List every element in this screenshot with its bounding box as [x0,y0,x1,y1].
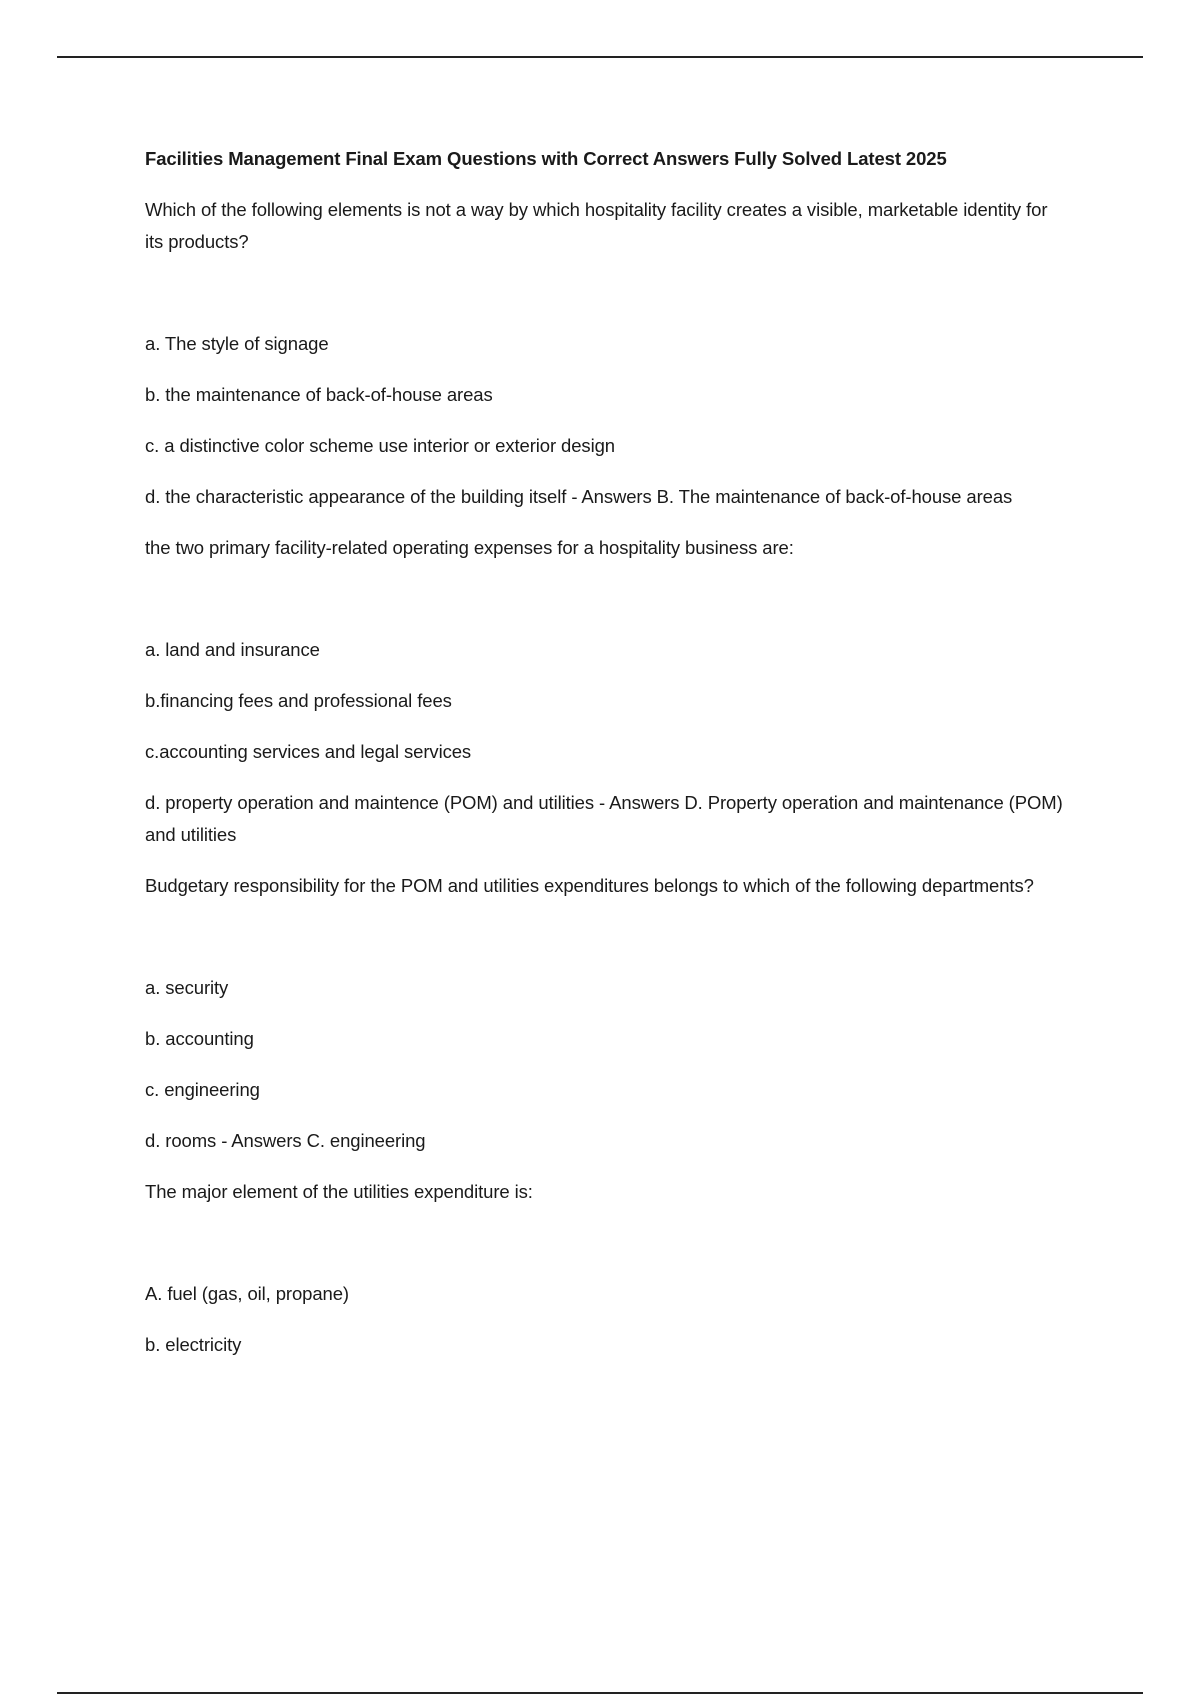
question-1-option-b: b. the maintenance of back-of-house areas [145,384,493,405]
question-1-prompt: Which of the following elements is not a way by which hospitality facility creates a visible, marketable identity for its products? [145,199,1048,252]
question-4-option-a: A. fuel (gas, oil, propane) [145,1283,349,1304]
question-2-option-b: b.financing fees and professional fees [145,690,452,711]
question-2-option-a: a. land and insurance [145,639,320,660]
document-title: Facilities Management Final Exam Questions with Correct Answers Fully Solved Latest 2025 [145,148,947,169]
question-3-option-a: a. security [145,977,229,998]
question-2-prompt: the two primary facility-related operating expenses for a hospitality business are: [145,537,794,558]
footer-rule [57,1692,1143,1694]
question-1-option-c: c. a distinctive color scheme use interior or exterior design [145,435,615,456]
question-2-option-c: c.accounting services and legal services [145,741,472,762]
question-2-option-d: d. property operation and maintence (POM) and utilities - Answers D. Property operation and maintenance (POM) and utilities [145,792,1063,845]
document-body [145,144,1065,1380]
question-4-prompt: The major element of the utilities expenditure is: [145,1181,533,1202]
header-rule [57,56,1143,58]
question-1-option-a: a. The style of signage [145,333,329,354]
question-3-option-c: c. engineering [145,1079,260,1100]
question-4-option-b: b. electricity [145,1334,242,1355]
question-3-option-d: d. rooms - Answers C. engineering [145,1130,426,1151]
question-3-option-b: b. accounting [145,1028,254,1049]
question-1-option-d: d. the characteristic appearance of the building itself - Answers B. The maintenance of back-of-house areas [145,486,1013,507]
question-3-prompt: Budgetary responsibility for the POM and utilities expenditures belongs to which of the following departments? [145,875,1034,896]
